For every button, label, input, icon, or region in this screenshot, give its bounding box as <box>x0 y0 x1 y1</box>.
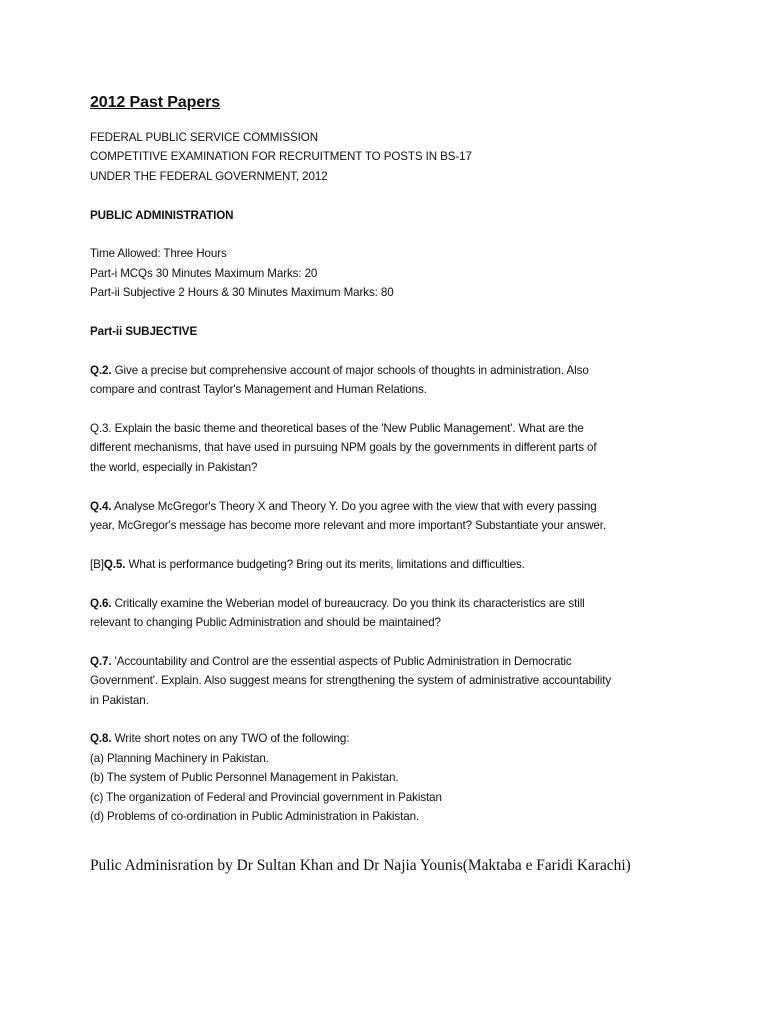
question-text: Government'. Explain. Also suggest means for strengthening the system of administrative accountability <box>90 674 612 688</box>
commission-header <box>90 128 690 186</box>
question-number: Q.5. <box>103 557 126 571</box>
question-q5 <box>90 555 690 574</box>
question-number: Q.4. <box>90 499 112 513</box>
question-text: relevant to changing Public Administration and should be maintained? <box>90 616 441 630</box>
question-text: Explain the basic theme and theoretical bases of the 'New Public Management'. What are the <box>111 422 584 436</box>
list-item: (d) Problems of co-ordination in Public Administration in Pakistan. <box>90 810 420 824</box>
question-text: Analyse McGregor's Theory X and Theory Y. Do you agree with the view that with every passing <box>111 499 597 513</box>
question-text: Write short notes on any TWO of the following: <box>111 732 350 746</box>
question-text: 'Accountability and Control are the essential aspects of Public Administration in Democratic <box>111 654 572 668</box>
question-q2 <box>90 361 690 400</box>
page-title: 2012 Past Papers <box>90 94 221 111</box>
question-text: the world, especially in Pakistan? <box>90 460 258 474</box>
question-text: Critically examine the Weberian model of bureaucracy. Do you think its characteristics are still <box>111 596 585 610</box>
list-item: (c) The organization of Federal and Provincial government in Pakistan <box>90 790 442 804</box>
section-heading-block <box>90 322 690 341</box>
question-text: Give a precise but comprehensive account of major schools of thoughts in administration. Also <box>111 363 589 377</box>
header-line: UNDER THE FEDERAL GOVERNMENT, 2012 <box>90 169 328 183</box>
question-q8 <box>90 729 690 826</box>
question-number: Q.3. <box>90 422 112 436</box>
reference-footer: Pulic Adminisration by Dr Sultan Khan and Dr Najia Younis(Maktaba e Faridi Karachi) <box>90 857 631 874</box>
question-prefix: [B] <box>90 557 104 571</box>
section-heading: Part-ii SUBJECTIVE <box>90 325 198 339</box>
question-number: Q.6. <box>90 596 112 610</box>
subject-heading: PUBLIC ADMINISTRATION <box>90 208 234 222</box>
question-number: Q.2. <box>90 363 112 377</box>
list-item: (a) Planning Machinery in Pakistan. <box>90 751 269 765</box>
exam-info-line: Part-ii Subjective 2 Hours & 30 Minutes Maximum Marks: 80 <box>90 286 394 300</box>
document-page <box>90 92 690 846</box>
question-q4 <box>90 497 690 536</box>
question-q3 <box>90 419 690 477</box>
header-line: FEDERAL PUBLIC SERVICE COMMISSION <box>90 131 318 144</box>
question-text: in Pakistan. <box>90 693 149 707</box>
exam-info <box>90 244 690 302</box>
subject-heading-block <box>90 206 690 225</box>
question-text: different mechanisms, that have used in pursuing NPM goals by the governments in different parts of <box>90 441 597 455</box>
exam-info-line: Part-i MCQs 30 Minutes Maximum Marks: 20 <box>90 266 318 280</box>
list-item: (b) The system of Public Personnel Management in Pakistan. <box>90 771 399 785</box>
header-line: COMPETITIVE EXAMINATION FOR RECRUITMENT TO POSTS IN BS-17 <box>90 150 472 164</box>
question-number: Q.7. <box>90 654 112 668</box>
question-q6 <box>90 594 690 633</box>
question-q7 <box>90 652 690 710</box>
question-text: compare and contrast Taylor's Management and Human Relations. <box>90 383 427 397</box>
question-number: Q.8. <box>90 732 112 746</box>
question-text: What is performance budgeting? Bring out its merits, limitations and difficulties. <box>125 557 525 571</box>
question-text: year, McGregor's message has become more relevant and more important? Substantiate your answer. <box>90 519 606 533</box>
exam-info-line: Time Allowed: Three Hours <box>90 247 227 261</box>
